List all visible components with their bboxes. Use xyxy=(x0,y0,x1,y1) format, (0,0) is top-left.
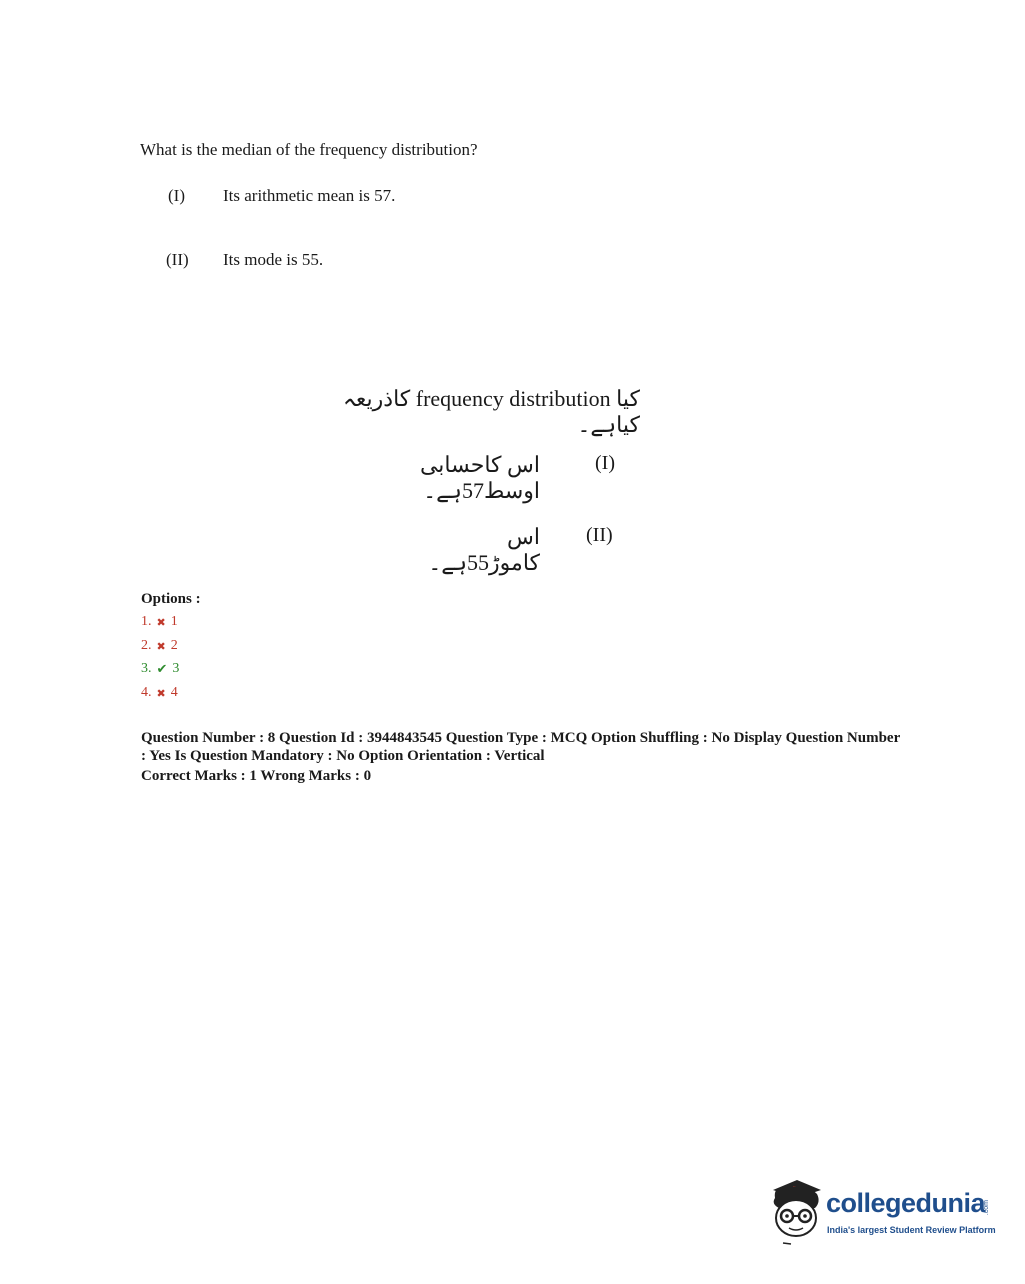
urdu-statement-2-text: اس کاموڑ55ہے۔ xyxy=(428,524,540,575)
check-icon: ✔ xyxy=(156,661,168,677)
urdu-statement-2-number: (II) xyxy=(586,524,613,546)
statement-2-number: (II) xyxy=(166,250,189,269)
option-number: 1. xyxy=(141,614,152,629)
statement-1-text: Its arithmetic mean is 57. xyxy=(223,186,396,205)
urdu-statement-1-text: اس کاحسابی اوسط57ہے۔ xyxy=(419,452,540,503)
option-4 xyxy=(141,685,178,701)
question-metadata: Question Number : 8 Question Id : 3944843545 Question Type : MCQ Option Shuffling : No Display Question Number : Yes Is Question Mandatory : No Option Orientation : Vertical xyxy=(141,730,900,764)
cross-icon: ✖ xyxy=(156,639,166,653)
option-2 xyxy=(141,638,178,654)
option-1 xyxy=(141,614,178,630)
options-label: Options : xyxy=(141,591,201,607)
question-text-english: What is the median of the frequency distribution? xyxy=(140,140,478,159)
cross-icon: ✖ xyxy=(156,686,166,700)
statement-1-number: (I) xyxy=(168,186,185,205)
logo-tagline: India's largest Student Review Platform xyxy=(827,1225,996,1235)
logo-domain-suffix: .com xyxy=(983,1200,990,1216)
urdu-statement-1-number: (I) xyxy=(595,452,615,474)
option-value: 4 xyxy=(170,685,178,700)
statement-2-text: Its mode is 55. xyxy=(223,250,324,269)
option-value: 3 xyxy=(172,661,180,676)
option-number: 3. xyxy=(141,661,152,676)
option-number: 4. xyxy=(141,685,152,700)
cross-icon: ✖ xyxy=(156,615,166,629)
marks-info: Correct Marks : 1 Wrong Marks : 0 xyxy=(141,768,372,784)
option-value: 2 xyxy=(170,638,178,653)
option-3 xyxy=(141,661,179,677)
question-text-urdu: کیا frequency distribution کاذریعہ کیاہے۔ xyxy=(343,386,640,437)
option-value: 1 xyxy=(170,614,178,629)
logo-wordmark: collegedunia xyxy=(826,1188,986,1218)
option-number: 2. xyxy=(141,638,152,653)
